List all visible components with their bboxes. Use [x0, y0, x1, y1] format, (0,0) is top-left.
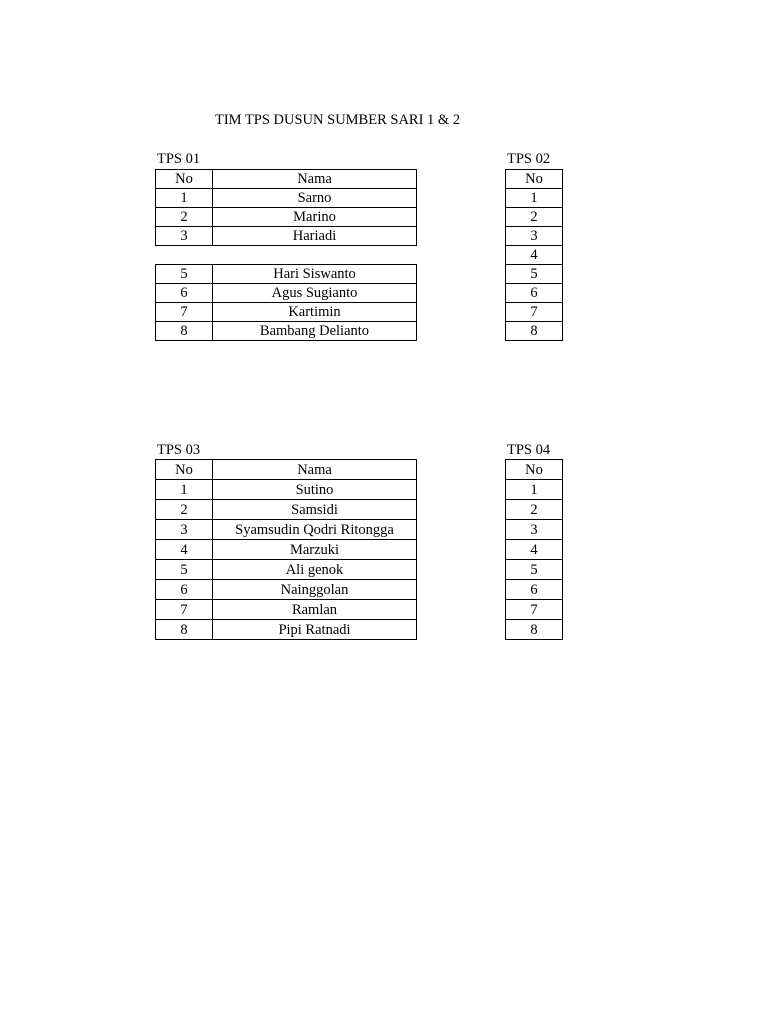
cell-no: 2: [506, 208, 563, 227]
table-row: [506, 520, 563, 540]
table-row: [156, 560, 417, 580]
cell-no: 8: [506, 620, 563, 640]
cell-nama: Agus Sugianto: [213, 284, 417, 303]
cell-no: 1: [506, 480, 563, 500]
cell-no: 8: [506, 322, 563, 341]
table-row: [156, 227, 417, 246]
table-row: [506, 600, 563, 620]
table-row: [156, 600, 417, 620]
cell-nama: Syamsudin Qodri Ritongga: [213, 520, 417, 540]
cell-nama: Samsidi: [213, 500, 417, 520]
tps02-table: [505, 169, 563, 341]
cell-no: 1: [156, 189, 213, 208]
table-row: [506, 480, 563, 500]
table-row: [156, 303, 417, 322]
tps02-label: TPS 02: [507, 151, 551, 167]
table-header-row: [506, 460, 563, 480]
cell-no: 3: [156, 520, 213, 540]
cell-no: 4: [506, 246, 563, 265]
table-row: [156, 540, 417, 560]
table-row: [156, 480, 417, 500]
cell-nama: Ramlan: [213, 600, 417, 620]
cell-no: 7: [156, 303, 213, 322]
cell-no: 6: [506, 580, 563, 600]
cell-no: 7: [506, 600, 563, 620]
document-title: TIM TPS DUSUN SUMBER SARI 1 & 2: [215, 112, 461, 128]
table-row: [156, 580, 417, 600]
cell-no: 1: [506, 189, 563, 208]
tps01-table: [155, 169, 417, 341]
cell-no: 4: [156, 540, 213, 560]
tps03-table: [155, 459, 417, 640]
cell-no: 5: [506, 265, 563, 284]
cell-nama: Kartimin: [213, 303, 417, 322]
table-row: [506, 580, 563, 600]
cell-nama: Bambang Delianto: [213, 322, 417, 341]
table-row: [156, 520, 417, 540]
table-row: [506, 265, 563, 284]
cell-no: 5: [506, 560, 563, 580]
tps04-label: TPS 04: [507, 442, 551, 458]
cell-no: 2: [156, 500, 213, 520]
table-row: [506, 189, 563, 208]
table-row: [506, 227, 563, 246]
cell-no: 5: [156, 265, 213, 284]
table-row: [506, 540, 563, 560]
header-nama: Nama: [213, 460, 417, 480]
table-row: [156, 322, 417, 341]
cell-nama: Sutino: [213, 480, 417, 500]
table-row: [156, 620, 417, 640]
table-row: [156, 208, 417, 227]
table-row: [506, 500, 563, 520]
cell-no: 1: [156, 480, 213, 500]
tps03-label: TPS 03: [157, 442, 201, 458]
table-row: [506, 284, 563, 303]
header-no: No: [156, 460, 213, 480]
cell-no: 3: [506, 520, 563, 540]
table-row: [156, 265, 417, 284]
table-row: [506, 620, 563, 640]
cell-no: 5: [156, 560, 213, 580]
cell-no: 4: [506, 540, 563, 560]
cell-no: 6: [156, 580, 213, 600]
cell-no: 3: [506, 227, 563, 246]
cell-nama: Sarno: [213, 189, 417, 208]
table-row-empty: [156, 246, 417, 265]
cell-no: 8: [156, 620, 213, 640]
table-row: [506, 322, 563, 341]
table-header-row: [506, 170, 563, 189]
header-nama: Nama: [213, 170, 417, 189]
table-row: [506, 208, 563, 227]
header-no: No: [506, 460, 563, 480]
cell-no: 6: [156, 284, 213, 303]
header-no: No: [156, 170, 213, 189]
table-header-row: [156, 460, 417, 480]
table-row: [506, 246, 563, 265]
cell-nama: Hari Siswanto: [213, 265, 417, 284]
tps01-label: TPS 01: [157, 151, 201, 167]
table-row: [506, 303, 563, 322]
cell-no: 2: [506, 500, 563, 520]
cell-nama: [213, 246, 417, 265]
table-row: [156, 284, 417, 303]
table-row: [156, 189, 417, 208]
cell-nama: Nainggolan: [213, 580, 417, 600]
cell-nama: Hariadi: [213, 227, 417, 246]
cell-no: 8: [156, 322, 213, 341]
table-row: [506, 560, 563, 580]
cell-nama: Ali genok: [213, 560, 417, 580]
cell-nama: Marino: [213, 208, 417, 227]
cell-nama: Marzuki: [213, 540, 417, 560]
cell-no: [156, 246, 213, 265]
cell-no: 7: [156, 600, 213, 620]
cell-no: 2: [156, 208, 213, 227]
cell-nama: Pipi Ratnadi: [213, 620, 417, 640]
cell-no: 7: [506, 303, 563, 322]
cell-no: 6: [506, 284, 563, 303]
tps04-table: [505, 459, 563, 640]
cell-no: 3: [156, 227, 213, 246]
table-row: [156, 500, 417, 520]
header-no: No: [506, 170, 563, 189]
table-header-row: [156, 170, 417, 189]
